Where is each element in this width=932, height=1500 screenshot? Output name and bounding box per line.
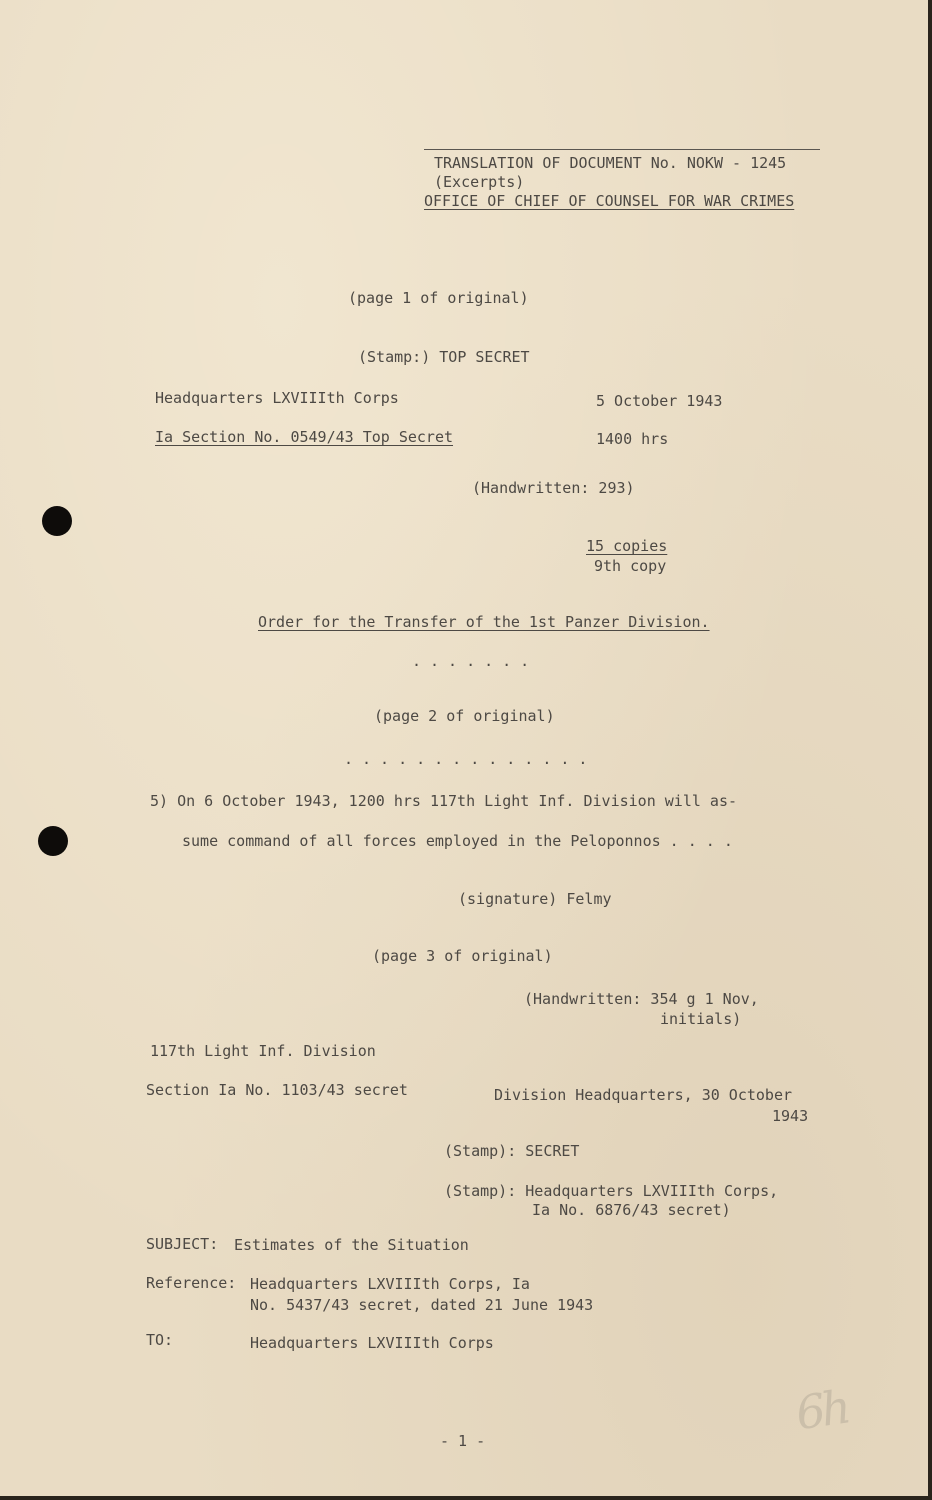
copy-number: 9th copy xyxy=(594,557,667,575)
scan-edge-bottom xyxy=(0,1496,932,1500)
handwritten-initials: initials) xyxy=(660,1010,742,1028)
punch-hole-lower xyxy=(38,826,68,856)
subject-label: SUBJECT: xyxy=(146,1235,219,1253)
ellipsis-page-2: .............. xyxy=(344,750,597,768)
ellipsis-page-1: ....... xyxy=(412,652,539,670)
excerpts-label: (Excerpts) xyxy=(434,173,525,191)
page-3-marker: (page 3 of original) xyxy=(372,947,553,965)
punch-hole-upper xyxy=(42,506,72,536)
division-hq-year: 1943 xyxy=(772,1107,809,1125)
division-name: 117th Light Inf. Division xyxy=(150,1042,376,1060)
paragraph-5-line-1: 5) On 6 October 1943, 1200 hrs 117th Light Inf. Division will as- xyxy=(150,792,737,810)
reference-line-1: Headquarters LXVIIIth Corps, Ia xyxy=(250,1275,530,1293)
header-rule xyxy=(424,149,820,150)
scan-edge-right xyxy=(928,0,932,1500)
office-title: OFFICE OF CHIEF OF COUNSEL FOR WAR CRIMES xyxy=(424,192,795,210)
page-number: - 1 - xyxy=(440,1432,486,1450)
corps-stamp: (Stamp): Headquarters LXVIIIth Corps, xyxy=(444,1182,779,1200)
paragraph-5-line-2: sume command of all forces employed in the Peloponnos . . . . xyxy=(182,832,733,850)
copies-count: 15 copies xyxy=(586,537,668,555)
to-value: Headquarters LXVIIIth Corps xyxy=(250,1334,494,1352)
top-secret-stamp: (Stamp:) TOP SECRET xyxy=(358,348,530,366)
secret-stamp: (Stamp): SECRET xyxy=(444,1142,580,1160)
division-section: Section Ia No. 1103/43 secret xyxy=(146,1081,408,1099)
hq-corps: Headquarters LXVIIIth Corps xyxy=(155,389,399,407)
page-2-marker: (page 2 of original) xyxy=(374,707,555,725)
ia-section: Ia Section No. 0549/43 Top Secret xyxy=(155,428,454,446)
to-label: TO: xyxy=(146,1331,174,1349)
page-1-marker: (page 1 of original) xyxy=(348,289,529,307)
handwritten-354: (Handwritten: 354 g 1 Nov, xyxy=(524,990,759,1008)
handwritten-mark: 6h xyxy=(792,1379,851,1441)
division-hq-date: Division Headquarters, 30 October xyxy=(494,1086,793,1104)
order-time: 1400 hrs xyxy=(596,430,669,448)
signature-felmy: (signature) Felmy xyxy=(458,890,612,908)
handwritten-293: (Handwritten: 293) xyxy=(472,479,635,497)
reference-label: Reference: xyxy=(146,1274,237,1292)
subject-value: Estimates of the Situation xyxy=(234,1236,469,1254)
translation-title: TRANSLATION OF DOCUMENT No. NOKW - 1245 xyxy=(434,154,787,172)
reference-line-2: No. 5437/43 secret, dated 21 June 1943 xyxy=(250,1296,594,1314)
order-title: Order for the Transfer of the 1st Panzer Division. xyxy=(258,613,710,631)
order-date: 5 October 1943 xyxy=(596,392,723,410)
corps-stamp-number: Ia No. 6876/43 secret) xyxy=(532,1201,731,1219)
